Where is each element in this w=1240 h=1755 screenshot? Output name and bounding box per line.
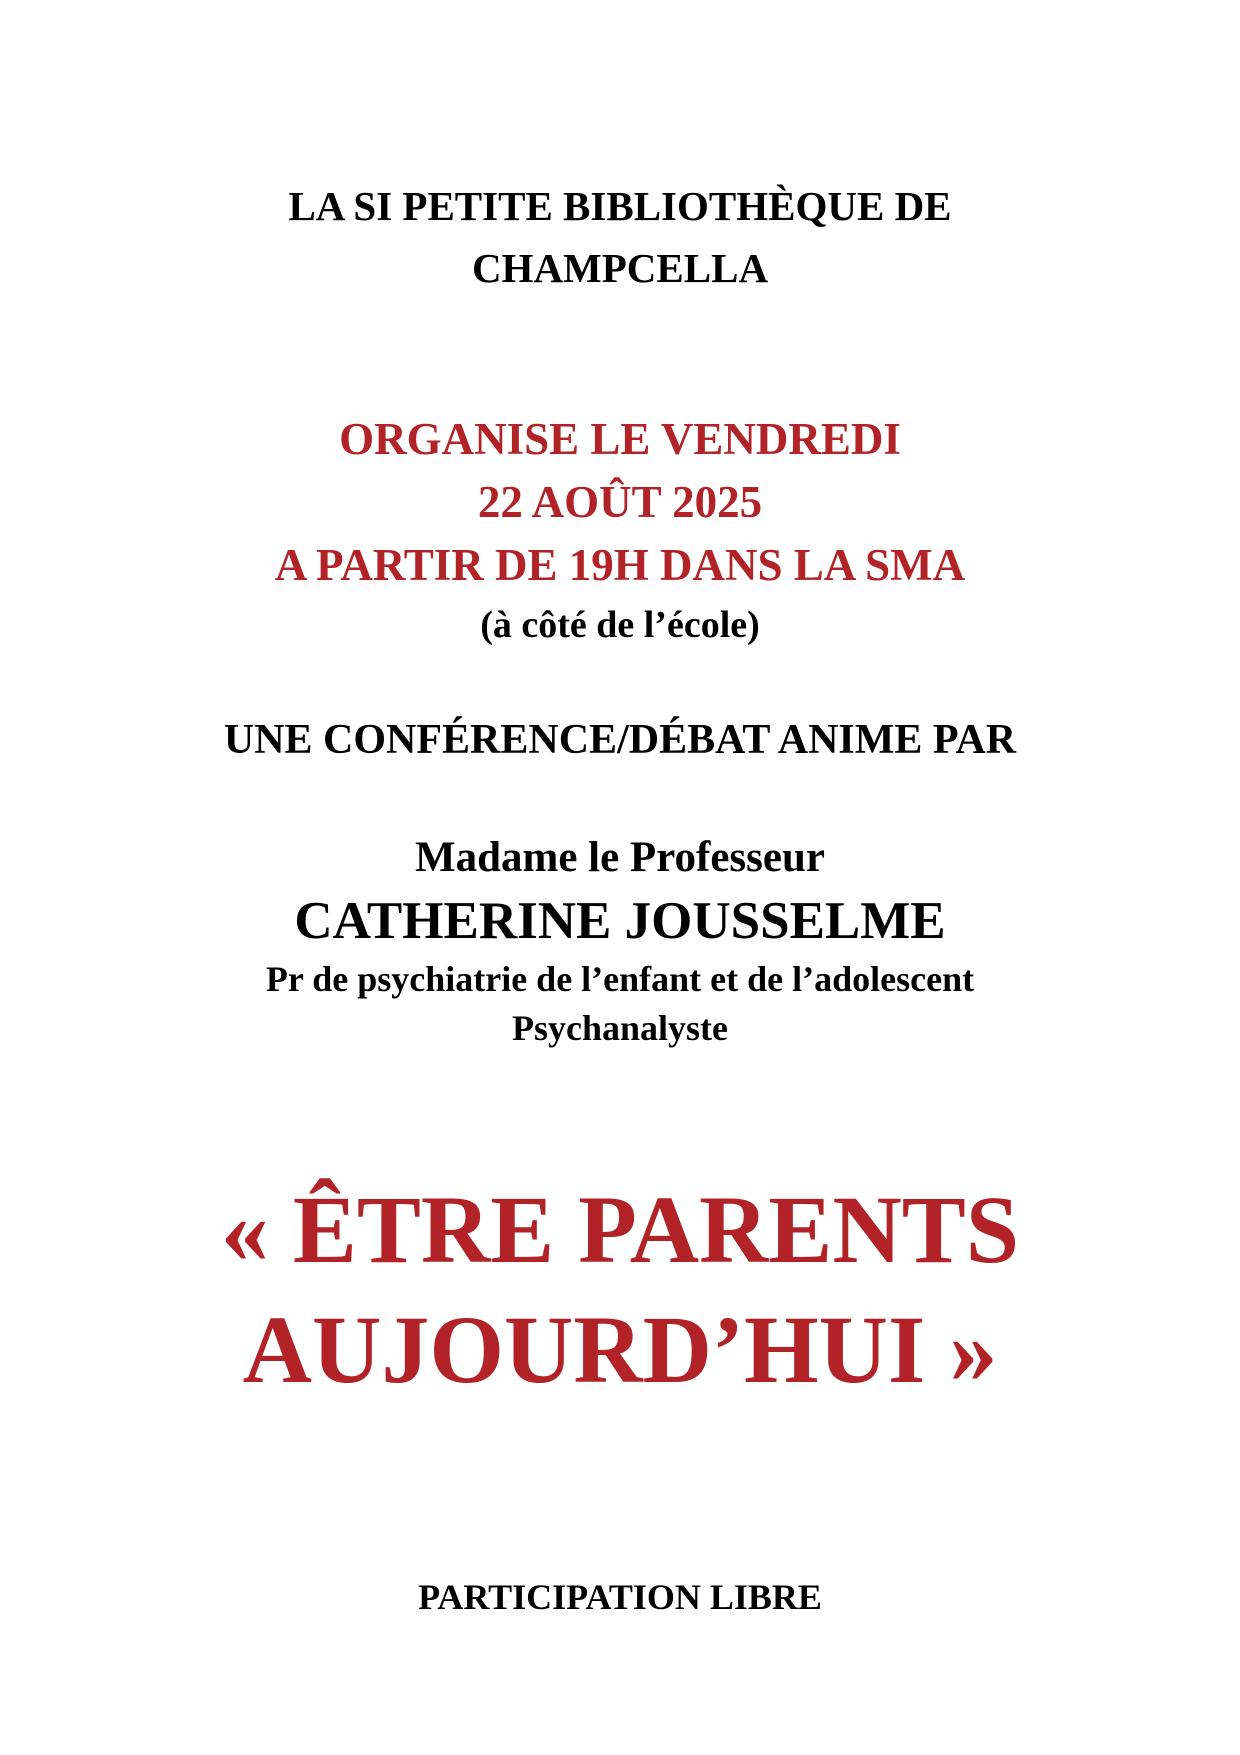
conference-label: UNE CONFÉRENCE/DÉBAT ANIME PAR bbox=[223, 717, 1017, 763]
speaker-profession: Psychanalyste bbox=[512, 1008, 728, 1048]
speaker-honorific: Madame le Professeur bbox=[415, 834, 825, 881]
event-time-place: A PARTIR DE 19H DANS LA SMA bbox=[274, 540, 966, 590]
event-date: 22 AOÛT 2025 bbox=[477, 477, 763, 527]
talk-title-line-2: AUJOURD’HUI » bbox=[242, 1296, 998, 1403]
speaker-role: Pr de psychiatrie de l’enfant et de l’adolescent bbox=[265, 959, 975, 999]
organizer-line-1: LA SI PETITE BIBLIOTHÈQUE DE bbox=[288, 183, 952, 229]
organizer-line-2: CHAMPCELLA bbox=[471, 245, 769, 291]
event-location-note: (à côté de l’école) bbox=[480, 604, 760, 646]
speaker-name: CATHERINE JOUSSELME bbox=[294, 892, 946, 950]
talk-title-line-1: « ÊTRE PARENTS bbox=[220, 1176, 1020, 1283]
participation-note: PARTICIPATION LIBRE bbox=[418, 1577, 822, 1617]
event-announcement: ORGANISE LE VENDREDI bbox=[339, 414, 901, 464]
